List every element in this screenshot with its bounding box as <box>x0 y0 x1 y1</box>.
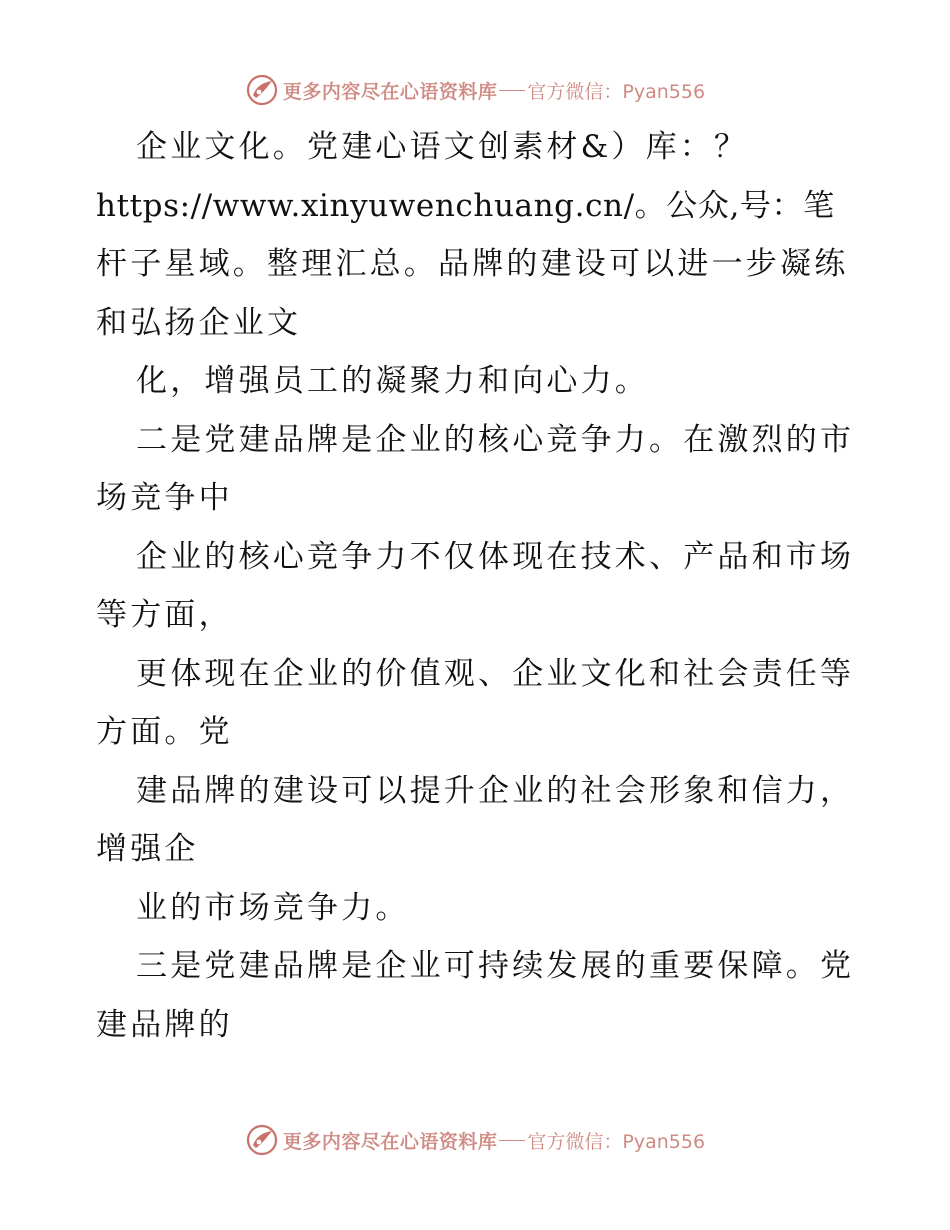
header-banner <box>0 70 950 110</box>
text-line: 场竞争中 <box>96 480 233 516</box>
text-line: 等方面， <box>96 597 233 633</box>
text-line: 业的市场竞争力。 <box>136 889 410 926</box>
banner-wechat: 官方微信：Pyan556 <box>527 1130 706 1153</box>
brand-logo-icon <box>245 73 279 107</box>
text-line: 增强企 <box>96 831 199 867</box>
banner-text: 更多内容尽在心语资料库 <box>282 80 498 103</box>
text-line: 三是党建品牌是企业可持续发展的重要保障。党 <box>136 948 855 984</box>
text-line: 二是党建品牌是企业的核心竞争力。在激烈的市 <box>136 421 855 458</box>
text-line: 更体现在企业的价值观、企业文化和社会责任等 <box>136 655 855 692</box>
banner-wechat: 官方微信：Pyan556 <box>527 80 706 103</box>
text-line: 建品牌的建设可以提升企业的社会形象和信力， <box>136 772 855 809</box>
text-line: https://www.xinyuwenchuang.cn/。公众,号：笔 <box>96 187 835 224</box>
text-line: 和弘扬企业文 <box>96 304 302 341</box>
footer-banner <box>0 1120 950 1160</box>
text-line: 杆子星域。整理汇总。品牌的建设可以进一步凝练 <box>96 246 849 282</box>
text-line: 企业的核心竞争力不仅体现在技术、产品和市场 <box>136 538 855 575</box>
text-line: 化，增强员工的凝聚力和向心力。 <box>136 363 649 399</box>
document-body <box>96 118 855 1054</box>
text-line: 建品牌的 <box>96 1006 233 1043</box>
text-line: 方面。党 <box>96 714 233 750</box>
text-line: 企业文化。党建心语文创素材&）库：？ <box>136 129 749 165</box>
brand-logo-icon <box>245 1123 279 1157</box>
banner-separator <box>499 90 525 91</box>
banner-text: 更多内容尽在心语资料库 <box>282 1130 498 1153</box>
banner-separator <box>499 1140 525 1141</box>
